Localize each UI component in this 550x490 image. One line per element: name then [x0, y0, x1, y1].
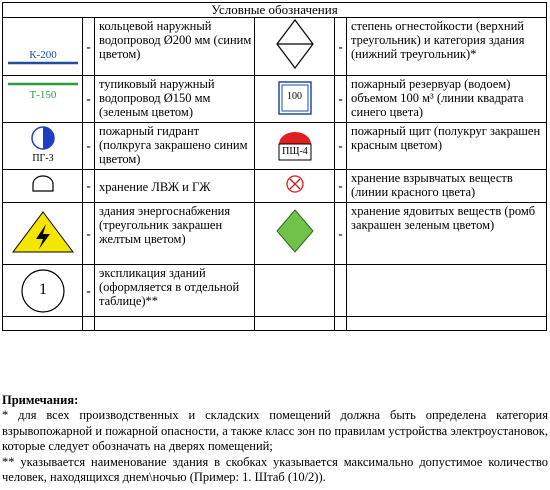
empty-cell — [95, 317, 255, 331]
symbol-cell — [3, 265, 83, 317]
green-diamond-icon — [255, 206, 335, 256]
divided-diamond-icon — [275, 18, 315, 70]
empty-cell — [3, 317, 83, 331]
separator-dash: - — [83, 265, 95, 317]
explosive-circle-icon — [255, 172, 335, 196]
separator-dash: - — [335, 76, 347, 123]
empty-cell — [255, 265, 335, 317]
lightning-triangle-icon — [3, 206, 83, 256]
empty-cell — [255, 317, 335, 331]
legend-description: пожарный резервуар (водоем) объемом 100 м³ (линии квадрата синего цвета) — [347, 76, 547, 123]
line-label-t150: Т-150 — [29, 89, 57, 101]
table-title: Условные обозначения — [3, 3, 547, 18]
symbol-cell — [255, 18, 335, 76]
note-item: ** указывается наименование здания в скобках указывается максимально допустимое количество человек, находящихся днем\ночью (Пример: 1. Штаб (10/2)). — [2, 454, 548, 485]
legend-description: степень огнестойкости (верхний треугольник) и категория здания (нижний треугольник)* — [347, 18, 547, 76]
legend-description: пожарный гидрант (полкруга закрашено синим цветом) — [95, 123, 255, 170]
empty-cell — [335, 317, 347, 331]
separator-dash: - — [83, 76, 95, 123]
storage-dome-icon — [3, 173, 83, 195]
reservoir-label: 100 — [287, 91, 302, 102]
separator-dash: - — [335, 123, 347, 170]
symbol-cell — [255, 123, 335, 170]
empty-cell — [83, 317, 95, 331]
legend-description: кольцевой наружный водопровод Ø200 мм (синим цветом) — [95, 18, 255, 76]
symbol-cell — [3, 76, 83, 123]
symbol-cell — [255, 170, 335, 203]
legend-description: тупиковый наружный водопровод Ø150 мм (зеленым цветом) — [95, 76, 255, 123]
blue-line-icon — [3, 22, 83, 72]
empty-cell — [335, 265, 347, 317]
notes-title: Примечания: — [2, 393, 79, 407]
legend-description: экспликация зданий (оформляется в отдельной таблице)** — [95, 265, 255, 317]
separator-dash: - — [83, 18, 95, 76]
symbol-cell — [3, 203, 83, 265]
separator-dash: - — [83, 170, 95, 203]
hydrant-label: ПГ-3 — [32, 153, 54, 164]
symbol-cell — [3, 123, 83, 170]
green-line-icon — [3, 77, 83, 121]
separator-dash: - — [83, 123, 95, 170]
empty-cell — [347, 265, 547, 317]
legend-table — [2, 2, 547, 331]
legend-description: хранение ядовитых веществ (ромб закрашен зеленым цветом) — [347, 203, 547, 265]
line-label-k200: К-200 — [29, 48, 57, 61]
symbol-cell — [255, 76, 335, 123]
empty-cell — [347, 317, 547, 331]
hydrant-icon — [3, 124, 83, 154]
separator-dash: - — [83, 203, 95, 265]
separator-dash: - — [335, 203, 347, 265]
symbol-cell — [255, 203, 335, 265]
building-number: 1 — [39, 280, 47, 298]
notes-section — [2, 393, 548, 485]
fire-shield-label: ПЩ-4 — [282, 146, 308, 157]
symbol-cell — [3, 170, 83, 203]
legend-description: здания энергоснабжения (треугольник закрашен желтым цветом) — [95, 203, 255, 265]
legend-description: хранение ЛВЖ и ГЖ — [95, 170, 255, 203]
legend-description: пожарный щит (полукруг закрашен красным цветом) — [347, 123, 547, 170]
legend-description: хранение взрывчатых веществ (линии красного цвета) — [347, 170, 547, 203]
note-item: * для всех производственных и складских помещений должна быть определена категория взрывопожарной и пожарной опасности, а также класс зон по правилам устройства электроустановок, которые следует обозначать на дверях помещений; — [2, 408, 548, 454]
separator-dash: - — [335, 170, 347, 203]
symbol-cell — [3, 18, 83, 76]
separator-dash: - — [335, 18, 347, 76]
